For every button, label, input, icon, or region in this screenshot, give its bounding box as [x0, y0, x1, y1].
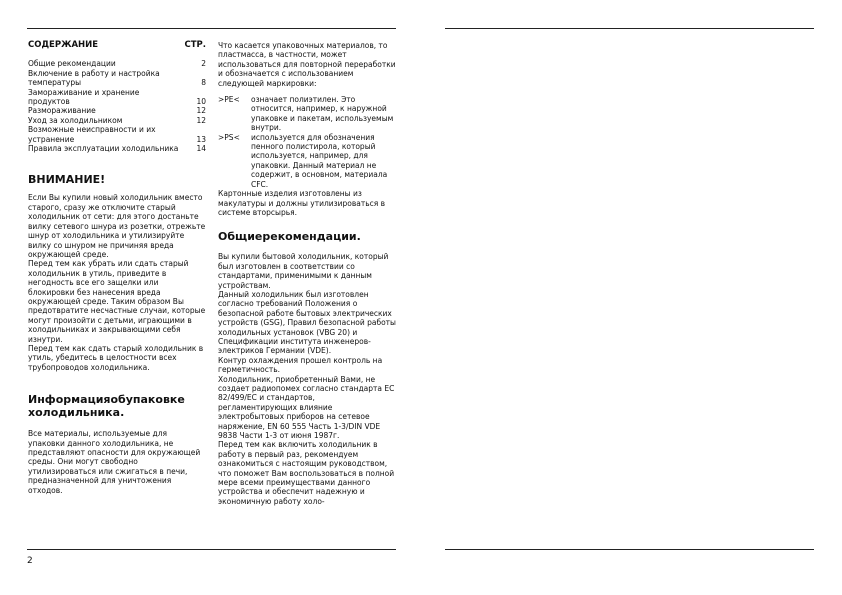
toc-item[interactable]	[28, 116, 206, 125]
top-rule-left	[27, 28, 396, 29]
toc-item-label: Уход за холодильником	[28, 115, 123, 125]
warning-paragraph: Если Вы купили новый холодильник вместо старого, сразу же отключите старый холодильник от сети: для этого достаньте вилку сетевого шнура из розетки, отрежьте шнур от холодильника и утилизируйте вилку со шнуром не причиняя вреда окружающей среде.	[28, 193, 206, 259]
bottom-rule-right	[445, 549, 814, 550]
pe-symbol: >PE<	[218, 95, 240, 105]
general-paragraph: Данный холодильник был изготовлен согласно требований Положения о безопасной работе бытовых электрических устройств (GSG), Правил безопасной работы холодильных установок (VBG 20) и Спецификации института инженеров-электриков Германии (VDE).	[218, 289, 396, 356]
general-paragraph: Контур охлаждения прошел контроль на герметичность.	[218, 355, 383, 375]
toc-page-label: СТР.	[184, 40, 206, 50]
toc-title: СОДЕРЖАНИЕ	[28, 40, 99, 50]
packaging-paragraph: Все материалы, используемые для упаковки данного холодильника, не представляют опасности для окружающей среды. Они могут свободно утилизироваться или сжигаться в печи, предназначенной для уничтожения отходов.	[28, 429, 201, 495]
toc-item[interactable]	[28, 125, 206, 144]
materials-intro: Что касается упаковочных материалов, то пластмасса, в частности, может использоваться для повторной переработки и обозначается с использованием следующей маркировки:	[218, 41, 396, 88]
bottom-rule-left	[27, 549, 396, 550]
toc-item-label: Замораживание и хранение продуктов	[28, 87, 140, 107]
packaging-heading: Информацияобупаковке холодильника.	[28, 393, 185, 420]
marking-list	[218, 95, 396, 189]
general-paragraph: Перед тем как включить холодильник в работу в первый раз, рекомендуем ознакомиться с настоящим руководством, что поможет Вам воспользоваться в полной мере всеми преимуществами данного устройства и обеспечит надежную и экономичную работу холо-	[218, 440, 395, 506]
table-of-contents	[28, 41, 206, 153]
toc-item-label: Правила эксплуатации холодильника	[28, 144, 179, 154]
toc-item-page: 12	[196, 106, 206, 116]
toc-item-label: Включение в работу и настройка температуры	[28, 68, 160, 88]
ps-symbol: >PS<	[218, 132, 240, 142]
toc-item[interactable]	[28, 88, 206, 107]
general-paragraph: Вы купили бытовой холодильник, который был изготовлен в соответствии со стандартами, применимыми к данным устройствам.	[218, 252, 389, 290]
marking-pe	[218, 95, 396, 133]
toc-item[interactable]	[28, 144, 206, 153]
warning-heading: ВНИМАНИЕ!	[28, 173, 106, 187]
toc-item[interactable]	[28, 59, 206, 68]
middle-column	[218, 41, 396, 506]
toc-item[interactable]	[28, 106, 206, 115]
page-number: 2	[27, 556, 33, 566]
toc-item-label: Возможные неисправности и их устранение	[28, 125, 156, 144]
ps-description: используется для обозначения пенного полистирола, который используется, например, для упаковки. Данный материал не содержит, в основном, материала CFC.	[251, 132, 388, 189]
toc-item-label: Общие рекомендации	[28, 59, 116, 69]
warning-paragraph: Перед тем как убрать или сдать старый холодильник в утиль, приведите в негодность все его защелки или блокировки без нанесения вреда окружающей среде. Таким образом Вы предотвратите несчастные случаи, которые могут произойти с детьми, играющими в холодильниках и закрывающими себя изнутри.	[28, 259, 206, 344]
toc-item-page: 2	[201, 59, 206, 69]
toc-item-page: 8	[201, 78, 206, 88]
toc-item-page: 12	[196, 115, 206, 125]
toc-item-page: 13	[196, 134, 206, 144]
toc-header	[28, 41, 206, 50]
toc-item[interactable]	[28, 69, 206, 88]
toc-item-label: Размораживание	[28, 106, 96, 116]
pe-description: означает полиэтилен. Это относится, например, к наружной упаковке и пакетам, используемым внутри.	[251, 95, 394, 133]
general-paragraph: Холодильник, приобретенный Вами, не создает радиопомех согласно стандарта EC 82/499/EC и стандартов, регламентирующих влияние электробытовых приборов на сетевое наряжение, EN 60 555 Часть 1-3/DIN VDE 9838 Части 1-3 от июня 1987г.	[218, 374, 395, 441]
top-rule-right	[445, 28, 814, 29]
left-column	[28, 41, 206, 495]
marking-ps	[218, 133, 396, 189]
warning-paragraph: Перед тем как сдать старый холодильник в утиль, убедитесь в целостности всех трубопроводов холодильника.	[28, 343, 204, 372]
materials-outro: Картонные изделия изготовлены из макулатуры и должны утилизироваться в системе вторсырья.	[218, 189, 386, 217]
toc-item-page: 10	[196, 97, 206, 107]
toc-item-page: 14	[196, 144, 206, 154]
general-heading: Общиерекомендации.	[218, 230, 361, 244]
